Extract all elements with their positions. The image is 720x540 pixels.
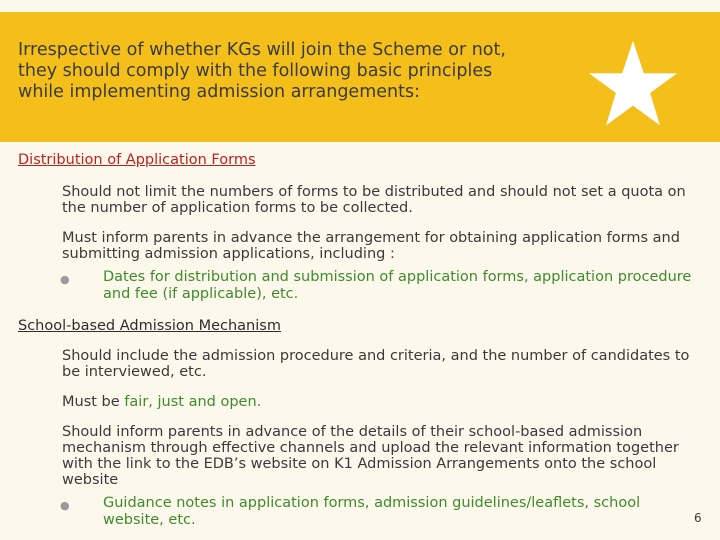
header-line: Irrespective of whether KGs will join the Scheme or not, <box>18 40 506 60</box>
star-icon <box>588 38 678 130</box>
list-item: Should include the admission procedure and criteria, and the number of candidates to be interviewed, etc. <box>62 348 690 380</box>
list-item: Should not limit the numbers of forms to be distributed and should not set a quota on the number of application forms to be collected. <box>62 184 686 216</box>
page-number: 6 <box>694 511 702 525</box>
list-item-prefix: Must be <box>62 394 125 410</box>
sub-list-item: Dates for distribution and submission of application forms, application procedure and fee (if applicable), etc. <box>103 269 692 302</box>
section-title-school-based: School-based Admission Mechanism <box>18 318 281 334</box>
sub-bullet-icon: ● <box>60 273 70 286</box>
list-item: Should inform parents in advance of the details of their school-based admission mechanism through effective channels and upload the relevant information together with the link to the EDB’s website on K1 Admission Arrangements onto the school website <box>62 424 679 488</box>
section-title-distribution: Distribution of Application Forms <box>18 152 256 168</box>
list-item-highlight: fair, just and open. <box>124 394 262 410</box>
header-line: while implementing admission arrangements: <box>18 82 420 102</box>
header-text <box>18 40 578 103</box>
sub-list-item: Guidance notes in application forms, admission guidelines/leaflets, school website, etc. <box>103 495 641 528</box>
list-item: Must inform parents in advance the arrangement for obtaining application forms and submitting admission applications, including : <box>62 230 680 262</box>
header-line: they should comply with the following basic principles <box>18 61 493 81</box>
list-item <box>62 394 702 410</box>
header-banner <box>0 12 720 142</box>
sub-bullet-icon: ● <box>60 499 70 512</box>
